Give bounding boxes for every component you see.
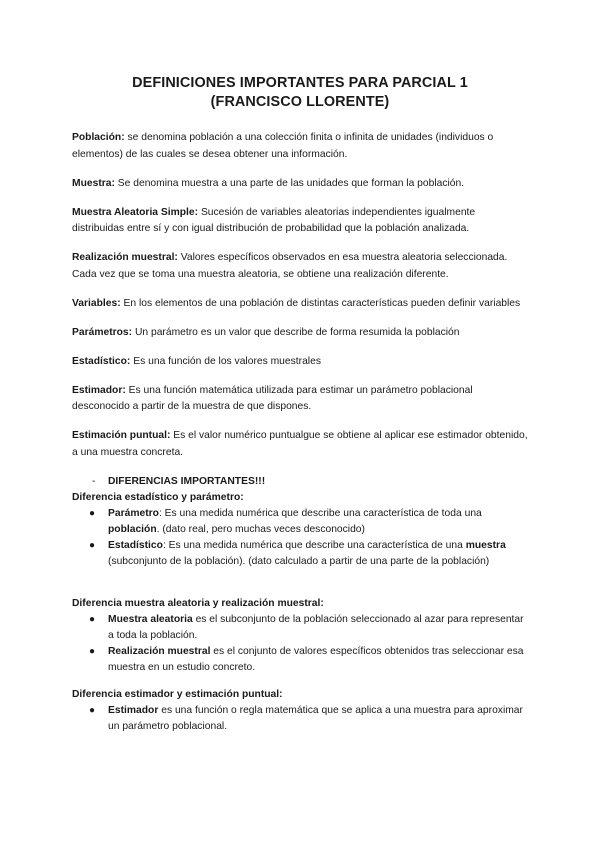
title-line-1: DEFINICIONES IMPORTANTES PARA PARCIAL 1 xyxy=(132,75,468,91)
list-item xyxy=(89,703,528,735)
definition-term: Estadístico: xyxy=(72,355,131,367)
definition-estimador xyxy=(72,383,528,416)
definition-text: Se denomina muestra a una parte de las unidades que forman la población. xyxy=(114,177,465,189)
definition-text: En los elementos de una población de distintas características pueden definir variables xyxy=(120,297,521,309)
definition-term: Población: xyxy=(72,132,125,143)
differences-heading xyxy=(72,474,528,490)
section-title: Diferencia estadístico y parámetro: xyxy=(72,491,244,503)
list-item xyxy=(89,644,528,676)
definition-term: Variables: xyxy=(72,297,121,309)
list-item xyxy=(89,506,528,538)
definition-estimacion-puntual xyxy=(72,428,528,461)
item-text: : Es una medida numérica que describe una característica de toda una xyxy=(158,507,482,519)
document-title xyxy=(72,0,528,112)
definition-muestra-aleatoria-simple xyxy=(72,205,528,238)
definition-variables xyxy=(72,296,528,313)
differences-title: DIFERENCIAS IMPORTANTES!!! xyxy=(108,475,266,487)
definition-term: Estimador: xyxy=(72,384,126,396)
definition-term: Muestra: xyxy=(72,177,115,189)
section-estimador-estimacion xyxy=(72,687,528,735)
definition-term: Muestra Aleatoria Simple: xyxy=(72,206,199,218)
definition-term: Estimación puntual: xyxy=(72,430,171,441)
bullet-icon: ● xyxy=(89,539,96,551)
item-emphasis: muestra xyxy=(465,539,506,551)
bullet-icon: ● xyxy=(89,613,96,625)
item-term: Estadístico xyxy=(108,539,163,551)
item-text: es una función o regla matemática que se aplica a una muestra para aproximar un parámetro poblacional. xyxy=(108,704,523,732)
definition-text: se denomina población a una colección finita o infinita de unidades (individuos o elementos) de las cuales se desea obtener una información. xyxy=(72,132,494,160)
definition-text: Es el valor numérico puntualgue se obtiene al aplicar ese estimador obtenido, a una muestra concreta. xyxy=(72,430,528,458)
definition-text: Sucesión de variables aleatorias independientes igualmente distribuidas entre sí y con igual distribución de probabilidad que la población analizada. xyxy=(72,206,476,234)
definition-text: Valores específicos observados en esa muestra aleatoria seleccionada. Cada vez que se toma una muestra aleatoria, se obtiene una realización diferente. xyxy=(72,252,508,280)
item-term: Muestra aleatoria xyxy=(108,613,193,625)
definition-realizacion-muestral xyxy=(72,250,528,283)
section-title: Diferencia muestra aleatoria y realización muestral: xyxy=(72,597,324,609)
section-estadistico-parametro xyxy=(72,490,528,570)
definition-parametros xyxy=(72,325,528,342)
item-text: : Es una medida numérica que describe una característica de una xyxy=(162,539,466,551)
bullet-list xyxy=(72,612,528,676)
list-item xyxy=(89,612,528,644)
bullet-icon: ● xyxy=(89,704,96,716)
item-emphasis: población xyxy=(108,523,157,535)
bullet-icon: ● xyxy=(89,507,96,519)
definition-term: Parámetros: xyxy=(72,326,133,338)
definition-term: Realización muestral: xyxy=(72,252,178,263)
dash-marker: - xyxy=(92,475,96,487)
item-text: es el subconjunto de la población seleccionado al azar para representar a toda la población. xyxy=(108,613,524,641)
definition-estadistico xyxy=(72,354,528,371)
item-term: Realización muestral xyxy=(108,645,211,657)
definition-text: Un parámetro es un valor que describe de forma resumida la población xyxy=(132,326,460,338)
item-text-tail: (subconjunto de la población). (dato calculado a partir de una parte de la población) xyxy=(108,555,490,567)
section-title: Diferencia estimador y estimación puntual: xyxy=(72,688,283,700)
list-item xyxy=(89,538,528,570)
bullet-list xyxy=(72,506,528,570)
title-line-2: (FRANCISCO LLORENTE) xyxy=(210,94,390,110)
bullet-icon: ● xyxy=(89,645,96,657)
item-text-tail: . (dato real, pero muchas veces desconocido) xyxy=(156,523,365,535)
section-muestra-realizacion xyxy=(72,596,528,676)
definition-text: Es una función matemática utilizada para estimar un parámetro poblacional desconocido a partir de la muestra de que dispones. xyxy=(72,384,473,412)
definition-muestra xyxy=(72,176,528,193)
bullet-list xyxy=(72,703,528,735)
item-term: Parámetro xyxy=(108,507,159,519)
item-term: Estimador xyxy=(108,704,159,716)
definition-text: Es una función de los valores muestrales xyxy=(130,355,321,367)
item-text: es el conjunto de valores específicos obtenidos tras seleccionar esa muestra en un estudio concreto. xyxy=(108,645,524,673)
definitions-list xyxy=(72,130,528,461)
definition-poblacion xyxy=(72,130,528,163)
